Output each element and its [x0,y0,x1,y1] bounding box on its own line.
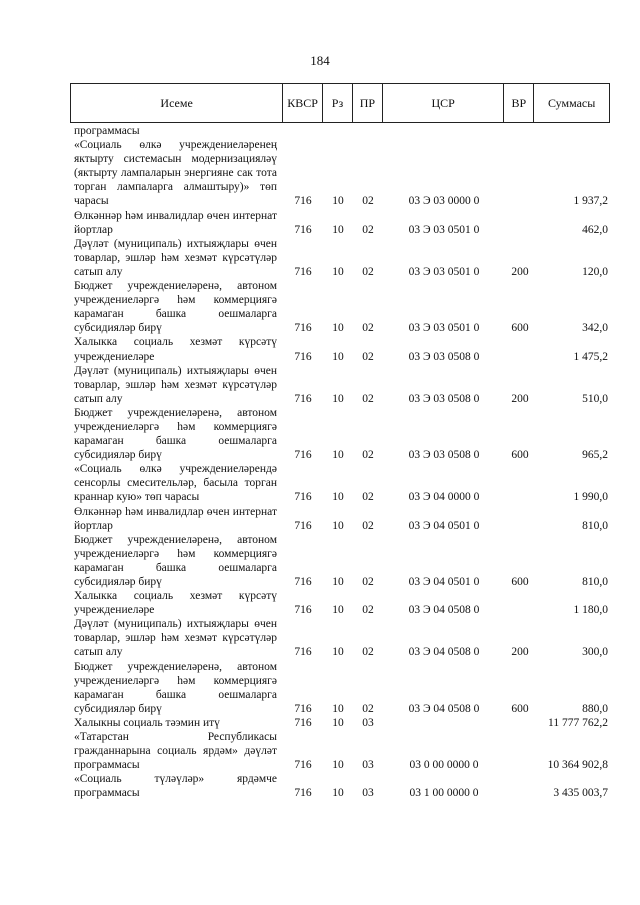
row-kvsr: 716 [294,265,312,278]
row-kvsr: 716 [294,576,312,588]
row-kvsr: 716 [294,491,312,504]
row-kvsr: 716 [294,392,312,405]
table-row [70,730,610,772]
row-pr: 02 [362,223,374,236]
header-csr: ЦСР [383,84,505,122]
table-body [70,124,610,801]
table-row [70,589,610,617]
table-row [70,237,610,279]
row-vr: 200 [511,392,529,405]
row-rz: 10 [332,759,344,772]
table-row [70,660,610,716]
row-pr: 02 [362,195,374,208]
row-name: «Татарстан Республикасы гражданнарына социаль ярдәм» дәүләт программасы [74,731,277,772]
row-name: Өлкәннәр һәм инвалидлар өчен интернат йортлар [74,505,277,532]
row-rz: 10 [332,702,344,715]
row-csr: 03 0 00 0000 0 [409,759,479,772]
header-name: Исеме [71,84,283,122]
row-csr: 03 Э 03 0508 0 [408,350,480,363]
row-csr: 03 Э 03 0508 0 [408,449,480,462]
row-kvsr: 716 [294,646,312,659]
row-sum: 300,0 [582,646,608,659]
row-csr: 03 1 00 0000 0 [409,787,479,800]
row-name: Бюджет учреждениеләренә, автоном учреждениеләргә һәм коммерциягә карамаган башка оешмаларга субсидияләр бирү [74,660,277,715]
header-pr: ПР [353,84,383,122]
row-pr: 02 [362,392,374,405]
row-csr: 03 Э 04 0508 0 [408,604,480,617]
row-sum: 880,0 [582,702,608,715]
row-sum: 120,0 [582,265,608,278]
row-kvsr: 716 [294,322,312,335]
row-pr: 03 [362,787,374,800]
row-sum: 1 937,2 [573,195,608,208]
row-sum: 1 475,2 [573,350,608,363]
row-rz: 10 [332,392,344,405]
row-pr: 02 [362,604,374,617]
row-sum: 510,0 [582,392,608,405]
row-rz: 10 [332,604,344,617]
row-name: Бюджет учреждениеләренә, автоном учреждениеләргә һәм коммерциягә карамаган башка оешмаларга субсидияләр бирү [74,533,277,588]
row-pr: 02 [362,702,374,715]
row-kvsr: 716 [294,702,312,715]
row-name: «Социаль өлкә учреждениеләренең яктырту системасын модернизацияләү (яктырту лампаларын энергияне сак тота торган лампаларга алмаштыру)» төп чарасы [74,139,277,208]
row-kvsr: 716 [294,195,312,208]
row-kvsr: 716 [294,350,312,363]
header-kvsr: КВСР [283,84,323,122]
row-vr: 600 [511,576,529,588]
row-vr: 600 [511,322,529,335]
row-rz: 10 [332,646,344,659]
page-number: 184 [310,53,330,68]
row-pr: 02 [362,519,374,532]
table-row [70,335,610,363]
row-name: Бюджет учреждениеләренә, автоном учреждениеләргә һәм коммерциягә карамаган башка оешмаларга субсидияләр бирү [74,280,277,335]
header-rz: Рз [323,84,353,122]
row-rz: 10 [332,223,344,236]
row-sum: 11 777 762,2 [548,716,608,729]
row-csr: 03 Э 03 0501 0 [408,265,480,278]
row-sum: 810,0 [582,519,608,532]
row-kvsr: 716 [294,759,312,772]
table-row [70,406,610,462]
table-row [70,138,610,208]
row-pr: 02 [362,491,374,504]
row-rz: 10 [332,491,344,504]
row-name: Өлкәннәр һәм инвалидлар өчен интернат йортлар [74,209,277,236]
row-pr: 03 [362,759,374,772]
row-name: программасы [74,125,140,137]
row-csr: 03 Э 03 0501 0 [408,223,480,236]
row-rz: 10 [332,350,344,363]
table-row [70,462,610,504]
row-sum: 3 435 003,7 [553,787,608,800]
row-pr: 02 [362,646,374,659]
table-row [70,772,610,800]
row-vr: 200 [511,646,529,659]
row-rz: 10 [332,449,344,462]
table-row [70,209,610,237]
row-vr: 200 [511,265,529,278]
header-sum: Суммасы [547,95,596,110]
row-sum: 342,0 [582,322,608,335]
row-rz: 10 [332,322,344,335]
row-csr: 03 Э 04 0501 0 [408,519,480,532]
row-kvsr: 716 [294,519,312,532]
table-row [70,124,610,138]
row-pr: 02 [362,265,374,278]
row-csr: 03 Э 03 0501 0 [408,322,480,335]
row-name: Бюджет учреждениеләренә, автоном учреждениеләргә һәм коммерциягә карамаган башка оешмаларга субсидияләр бирү [74,406,277,462]
row-csr: 03 Э 04 0508 0 [408,646,480,659]
row-sum: 462,0 [582,223,608,236]
row-rz: 10 [332,265,344,278]
row-pr: 02 [362,322,374,335]
row-kvsr: 716 [294,787,312,800]
row-name: «Социаль өлкә учреждениеләрендә сенсорлы смесительләр, басыла торган краннар кую» төп чарасы [74,463,277,504]
row-sum: 965,2 [582,449,608,462]
table-row [70,364,610,406]
row-sum: 10 364 902,8 [547,759,608,772]
row-rz: 10 [332,519,344,532]
row-sum: 1 180,0 [573,604,608,617]
row-vr: 600 [511,449,529,462]
row-csr: 03 Э 04 0501 0 [408,576,480,588]
row-name: «Социаль түләүләр» ярдәмче программасы [74,773,277,800]
row-name: Халыкка социаль хезмәт күрсәтү учреждениеләре [74,590,277,617]
row-name: Дәүләт (муниципаль) ихтыяҗлары өчен товарлар, эшләр һәм хезмәт күрсәтүләр сатып алу [74,364,277,405]
row-sum: 810,0 [582,576,608,588]
row-kvsr: 716 [294,449,312,462]
table-row [70,279,610,335]
row-name: Дәүләт (муниципаль) ихтыяҗлары өчен товарлар, эшләр һәм хезмәт күрсәтүләр сатып алу [74,237,277,278]
row-kvsr: 716 [294,223,312,236]
row-csr: 03 Э 04 0508 0 [408,702,480,715]
row-name: Дәүләт (муниципаль) ихтыяҗлары өчен товарлар, эшләр һәм хезмәт күрсәтүләр сатып алу [74,618,277,659]
table-row [70,505,610,533]
row-sum: 1 990,0 [573,491,608,504]
row-rz: 10 [332,576,344,588]
row-name: Халыкны социаль тәэмин итү [74,716,220,729]
row-kvsr: 716 [294,604,312,617]
row-csr: 03 Э 04 0000 0 [408,491,480,504]
row-csr: 03 Э 03 0000 0 [408,195,480,208]
row-vr: 600 [511,702,529,715]
row-csr: 03 Э 03 0508 0 [408,392,480,405]
row-pr: 02 [362,449,374,462]
row-pr: 02 [362,350,374,363]
table-row [70,716,610,730]
row-pr: 03 [362,716,374,729]
row-rz: 10 [332,787,344,800]
header-vr: ВР [504,84,534,122]
row-name: Халыкка социаль хезмәт күрсәтү учреждениеләре [74,336,277,363]
table-header [70,83,610,123]
row-rz: 10 [332,195,344,208]
table-row [70,533,610,589]
row-pr: 02 [362,576,374,588]
table-row [70,617,610,659]
row-kvsr: 716 [294,716,312,729]
row-rz: 10 [332,716,344,729]
